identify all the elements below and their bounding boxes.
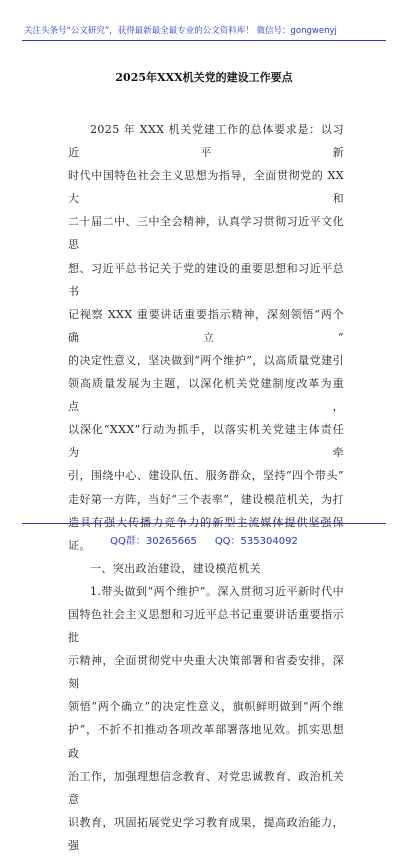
item-1-paragraph bbox=[68, 580, 344, 857]
footer-qq-group: QQ群：30265665 bbox=[110, 536, 197, 547]
text-line: 时代中国特色社会主义思想为指导，全面贯彻党的 XX 大和 bbox=[68, 169, 344, 206]
text-line: 1.带头做到“两个维护”。深入贯彻习近平新时代中 bbox=[90, 584, 344, 598]
text-line: 记视察 XXX 重要讲话重要指示精神，深刻领悟“两个确立” bbox=[68, 307, 344, 344]
text-line: 领高质量发展为主题，以深化机关党建制度改革为重点， bbox=[68, 377, 344, 414]
document-title: 2025年XXX机关党的建设工作要点 bbox=[115, 71, 293, 84]
text-line: 以深化“XXX”行动为抓手，以落实机关党建主体责任为牵 bbox=[68, 423, 344, 460]
header-divider bbox=[22, 40, 386, 41]
text-line: 走好第一方阵，当好“三个表率”，建设模范机关，为打 bbox=[68, 492, 344, 506]
header-promo-text: 关注头条号“公文研究”，获得最新最全最专业的公文资料库！ 微信号：gongwenyj bbox=[24, 26, 337, 36]
footer-qq-number: QQ：535304092 bbox=[214, 536, 298, 547]
footer-contact bbox=[0, 532, 408, 547]
text-line: 领悟“两个确立”的决定性意义，旗帜鲜明做到“两个维 bbox=[68, 700, 344, 714]
document-body bbox=[68, 118, 344, 857]
text-line: 识教育，巩固拓展党史学习教育成果，提高政治能力，强 bbox=[68, 815, 344, 852]
text-line: 国特色社会主义思想和习近平总书记重要讲话重要指示批 bbox=[68, 607, 344, 645]
footer-divider bbox=[22, 523, 386, 524]
text-line: 示精神，全面贯彻党中央重大决策部署和省委安排，深刻 bbox=[68, 654, 344, 691]
intro-paragraph bbox=[68, 118, 344, 557]
text-line: 证。 bbox=[68, 538, 91, 552]
section-heading: 一、突出政治建设，建设模范机关 bbox=[90, 561, 261, 575]
text-line: 护”，不折不扣推动各项改革部署落地见效。抓实思想政 bbox=[68, 723, 344, 760]
text-line: 想、习近平总书记关于党的建设的重要思想和习近平总书 bbox=[68, 261, 344, 298]
text-line: 二十届二中、三中全会精神，认真学习贯彻习近平文化思 bbox=[68, 215, 344, 252]
text-line: 的决定性意义，坚决做到“两个维护”，以高质量党建引 bbox=[68, 353, 344, 367]
text-line: 2025 年 XXX 机关党建工作的总体要求是：以习近平新 bbox=[68, 123, 344, 160]
text-line: 引，围绕中心、建设队伍、服务群众，坚持“四个带头” bbox=[68, 469, 344, 483]
text-line: 治工作，加强理想信念教育、对党忠诚教育、政治机关意 bbox=[68, 769, 344, 806]
